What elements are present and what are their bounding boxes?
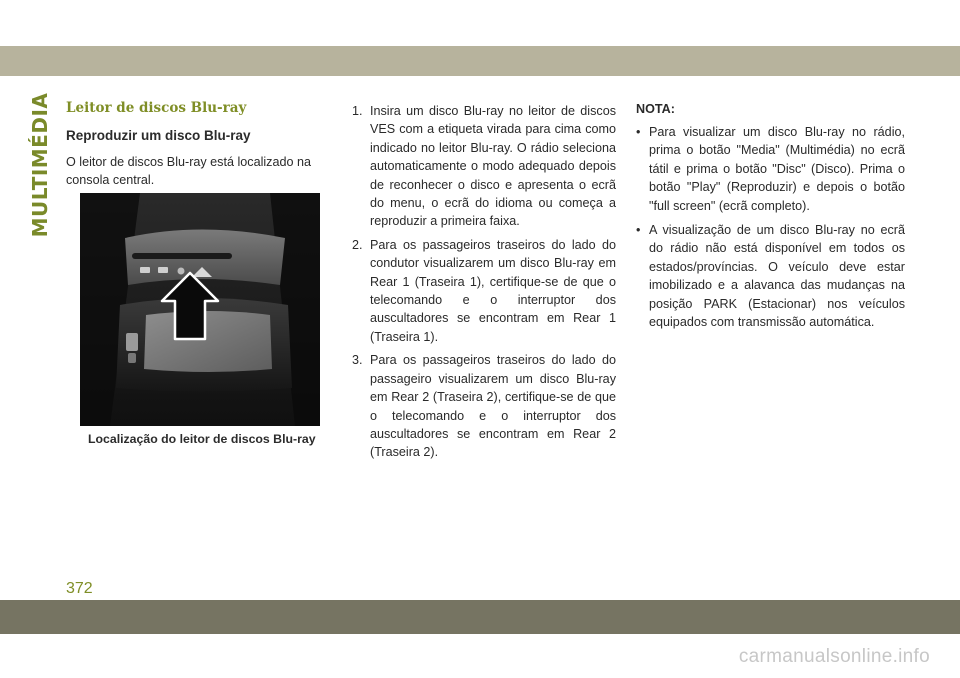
column-right	[636, 102, 905, 337]
steps-list	[352, 102, 616, 462]
watermark-text: carmanualsonline.info	[738, 646, 930, 667]
list-item: 3. Para os passageiros traseiros do lado do passageiro visualizarem um disco Blu-ray em Rear 2 (Traseira 2), certifique-se de que o telecomando e o interruptor dos auscultadores se encontram em Rear 2 (Traseira 2).	[352, 353, 616, 460]
console-photo-graphic	[80, 193, 320, 426]
list-item: 2. Para os passageiros traseiros do lado do condutor visualizarem um disco Blu-ray em Rear 1 (Traseira 1), certifique-se de que o telecomando e o interruptor dos auscultadores se encontram em Rear 1 (Traseira 1).	[352, 237, 616, 344]
notes-list	[636, 123, 905, 331]
intro-paragraph: O leitor de discos Blu-ray está localizado na consola central.	[66, 155, 312, 187]
blu-ray-location-photo	[80, 193, 320, 426]
page-number: 372	[66, 580, 93, 597]
footer-band	[0, 600, 960, 634]
note-label: NOTA:	[636, 102, 675, 116]
column-left	[66, 100, 336, 446]
column-middle	[352, 102, 616, 467]
section-title: Leitor de discos Blu-ray	[66, 100, 247, 116]
header-band	[0, 46, 960, 76]
figure-caption: Localização do leitor de discos Blu-ray	[88, 432, 316, 446]
list-item: • Para visualizar um disco Blu-ray no rádio, prima o botão "Media" (Multimédia) no ecrã tátil e prima o botão "Disc" (Disco). Prima o botão "Play" (Reproduzir) e depois o botão "full screen" (ecrã completo).	[636, 125, 905, 213]
list-item: 1. Insira um disco Blu-ray no leitor de discos VES com a etiqueta virada para cima como indicado no leitor Blu-ray. O rádio seleciona automaticamente o modo adequado depois de reconhecer o disco e apresenta o ecrã do menu, o ecrã do idioma ou começa a reproduzir a primeira faixa.	[352, 104, 616, 229]
chapter-side-label: MULTIMÉDIA	[28, 92, 52, 238]
sub-title: Reproduzir um disco Blu-ray	[66, 128, 251, 143]
list-item: • A visualização de um disco Blu-ray no ecrã do rádio não está disponível em todos os estados/províncias. O veículo deve estar imobilizado e a alavanca das mudanças na posição PARK (Estacionar) nos veículos equipados com transmissão automática.	[636, 223, 905, 330]
